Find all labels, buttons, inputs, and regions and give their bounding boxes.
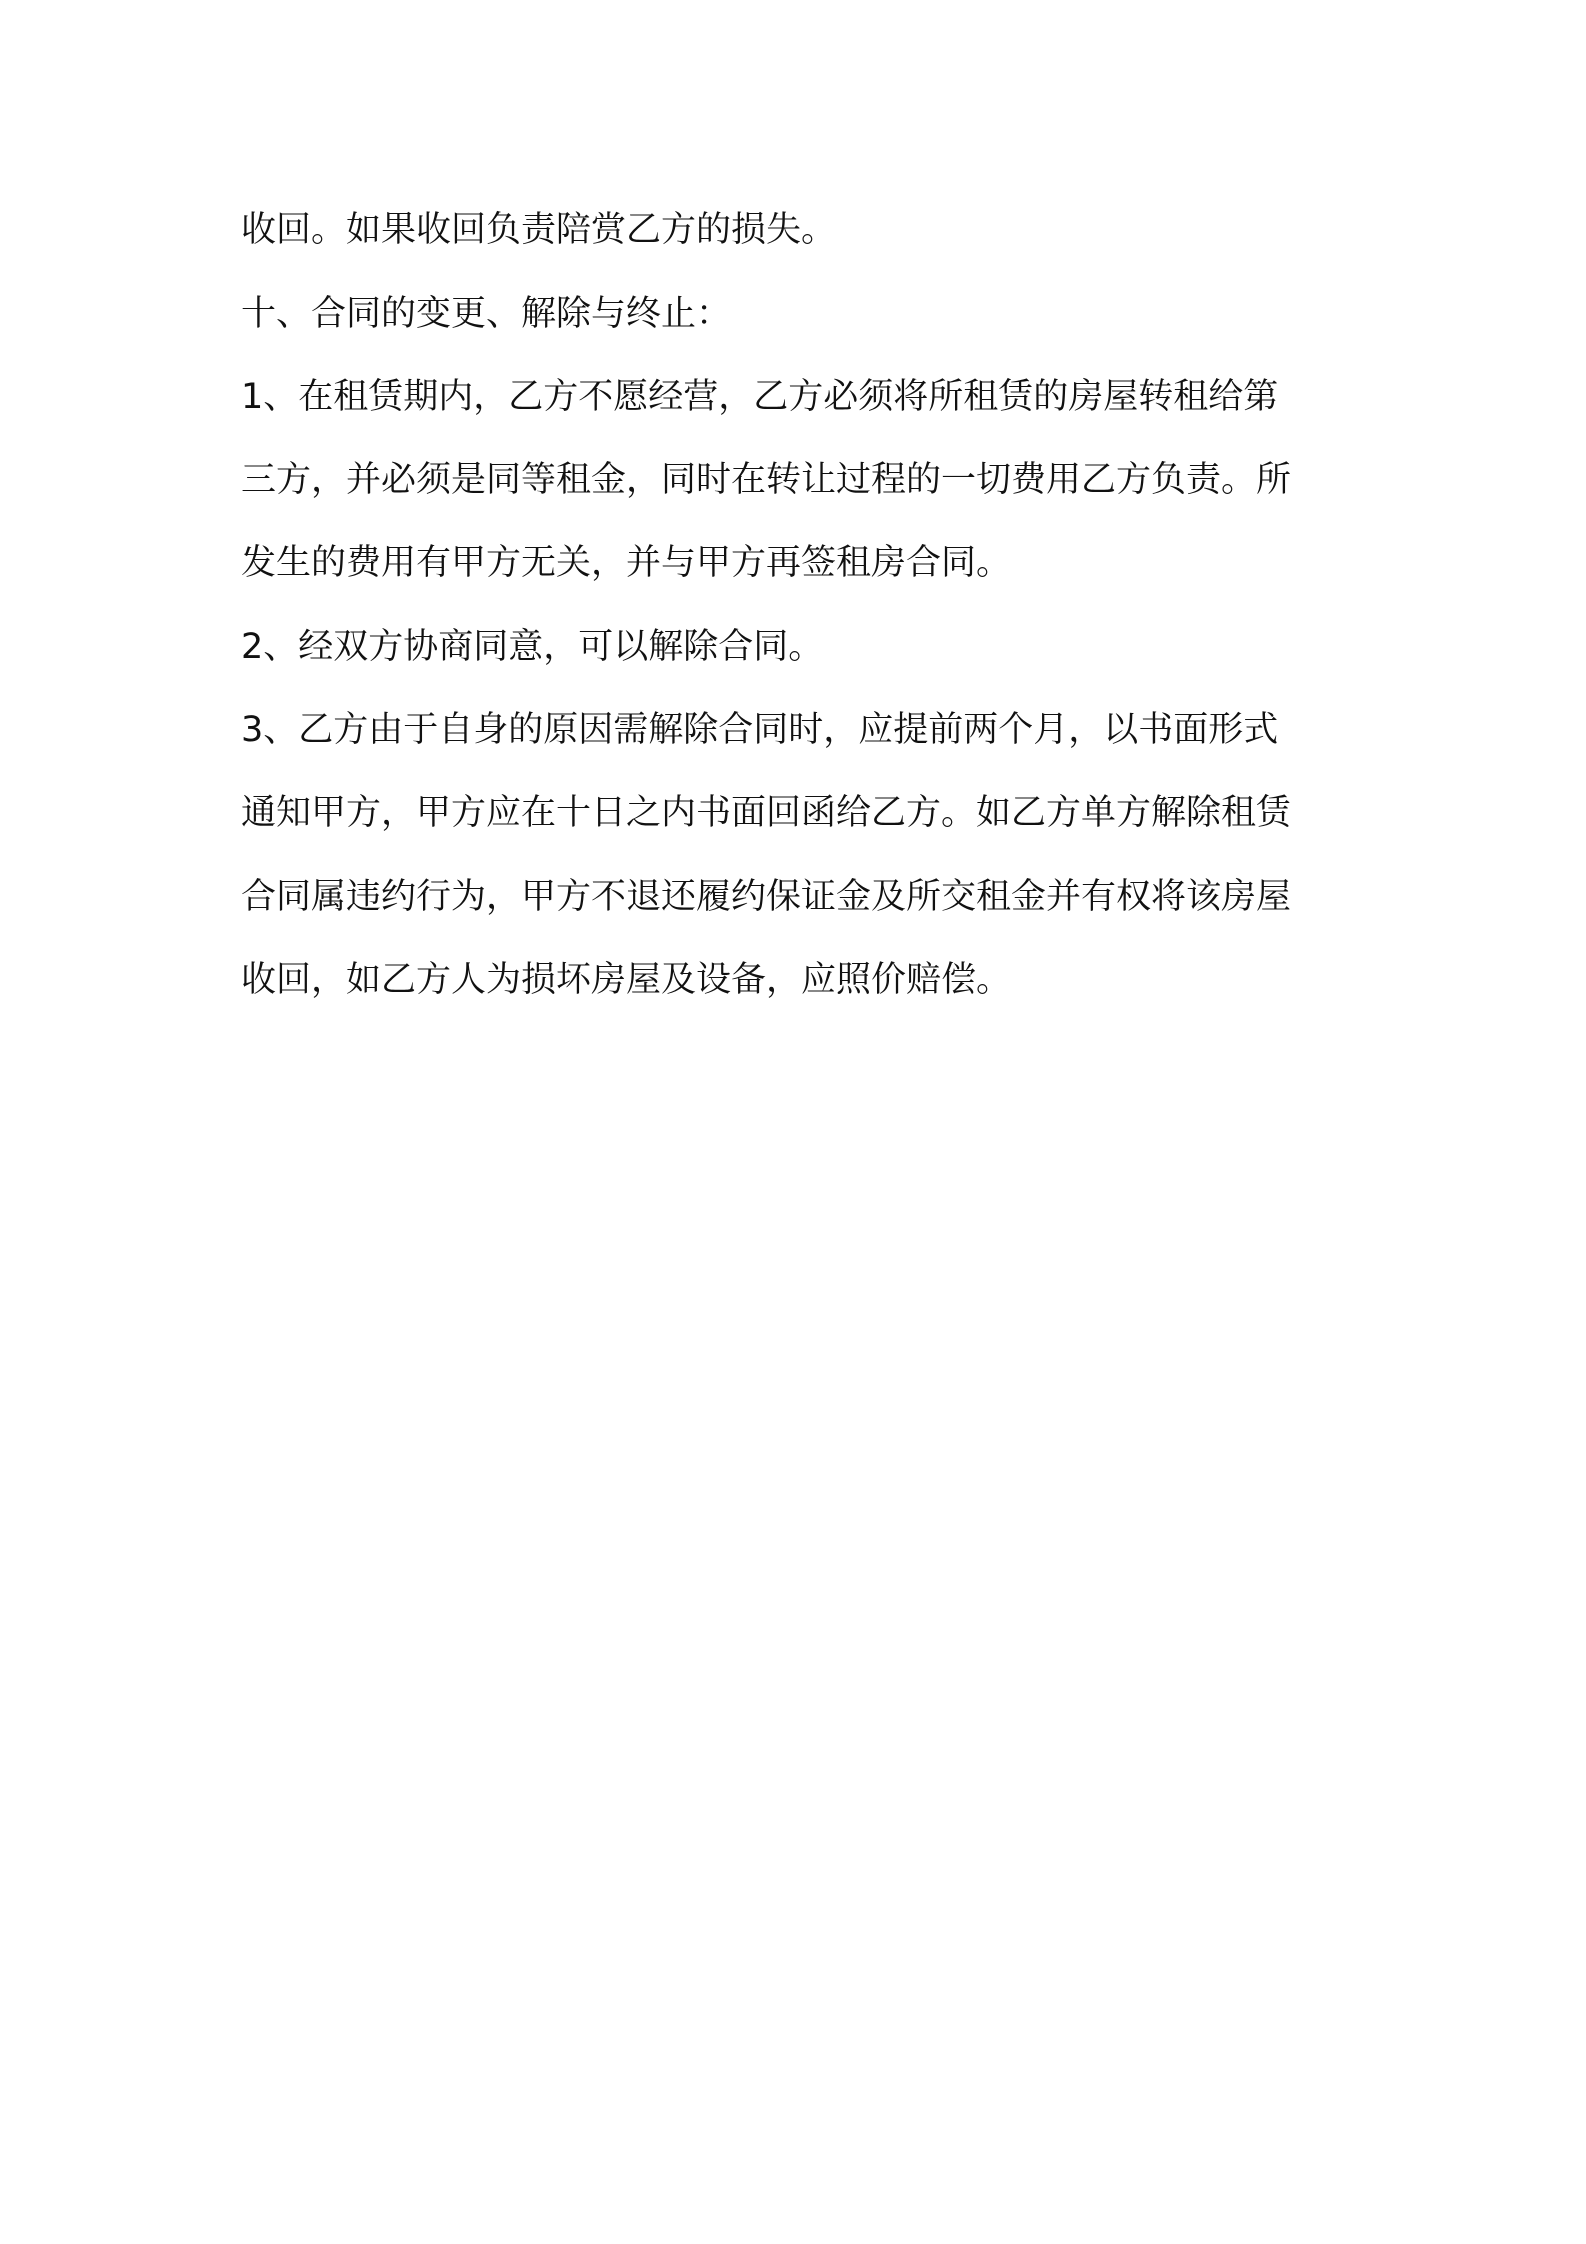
clause-2-line-1: 2、经双方协商同意，可以解除合同。 bbox=[241, 627, 824, 667]
clause-1-line-2: 三方，并必须是同等租金，同时在转让过程的一切费用乙方负责。所 bbox=[241, 460, 1292, 500]
clause-3-line-2: 通知甲方，甲方应在十日之内书面回函给乙方。如乙方单方解除租赁 bbox=[241, 793, 1292, 833]
text-line-continuation: 收回。如果收回负责陪赏乙方的损失。 bbox=[241, 210, 837, 250]
clause-3-line-4: 收回，如乙方人为损坏房屋及设备，应照价赔偿。 bbox=[241, 960, 1012, 1000]
clause-1-line-3: 发生的费用有甲方无关，并与甲方再签租房合同。 bbox=[241, 543, 1012, 583]
clause-3-line-1: 3、乙方由于自身的原因需解除合同时，应提前两个月，以书面形式 bbox=[241, 710, 1279, 750]
section-heading-ten: 十、合同的变更、解除与终止： bbox=[241, 294, 732, 334]
clause-3-line-3: 合同属违约行为，甲方不退还履约保证金及所交租金并有权将该房屋 bbox=[241, 877, 1292, 917]
clause-1-line-1: 1、在租赁期内，乙方不愿经营，乙方必须将所租赁的房屋转租给第 bbox=[241, 377, 1279, 417]
